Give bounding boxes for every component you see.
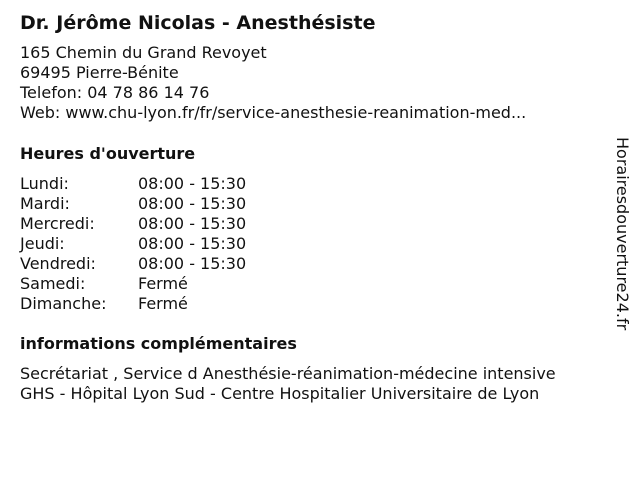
hours-day: Lundi:	[20, 174, 69, 193]
hours-day: Mardi:	[20, 194, 70, 213]
address-city: 69495 Pierre-Bénite	[20, 63, 179, 82]
hours-time: 08:00 - 15:30	[138, 174, 247, 193]
hours-day: Jeudi:	[20, 234, 65, 253]
hours-row-wednesday	[20, 214, 320, 234]
phone-number: Telefon: 04 78 86 14 76	[20, 83, 210, 102]
additional-info-heading: informations complémentaires	[20, 334, 297, 353]
hours-row-tuesday	[20, 194, 320, 214]
hours-row-thursday	[20, 234, 320, 254]
hours-time: Fermé	[138, 294, 188, 313]
hours-row-saturday	[20, 274, 320, 294]
info-line-hospital: GHS - Hôpital Lyon Sud - Centre Hospitalier Universitaire de Lyon	[20, 384, 540, 403]
contact-block	[20, 43, 526, 123]
hours-day: Samedi:	[20, 274, 86, 293]
hours-time: 08:00 - 15:30	[138, 214, 247, 233]
website-link[interactable]: Web: www.chu-lyon.fr/fr/service-anesthesie-reanimation-med...	[20, 103, 527, 122]
opening-hours-heading: Heures d'ouverture	[20, 144, 196, 163]
hours-time: 08:00 - 15:30	[138, 254, 247, 273]
hours-row-monday	[20, 174, 320, 194]
site-watermark-text: Horairesdouverture24.fr	[613, 137, 632, 331]
hours-day: Dimanche:	[20, 294, 107, 313]
hours-row-friday	[20, 254, 320, 274]
site-watermark	[612, 137, 636, 347]
hours-day: Mercredi:	[20, 214, 95, 233]
hours-time: 08:00 - 15:30	[138, 194, 247, 213]
hours-row-sunday	[20, 294, 320, 314]
opening-hours-table	[20, 174, 320, 314]
info-line-service: Secrétariat , Service d Anesthésie-réanimation-médecine intensive	[20, 364, 556, 383]
page-title: Dr. Jérôme Nicolas - Anesthésiste	[20, 12, 376, 34]
hours-time: 08:00 - 15:30	[138, 234, 247, 253]
additional-info	[20, 364, 556, 404]
address-street: 165 Chemin du Grand Revoyet	[20, 43, 267, 62]
hours-day: Vendredi:	[20, 254, 96, 273]
hours-time: Fermé	[138, 274, 188, 293]
